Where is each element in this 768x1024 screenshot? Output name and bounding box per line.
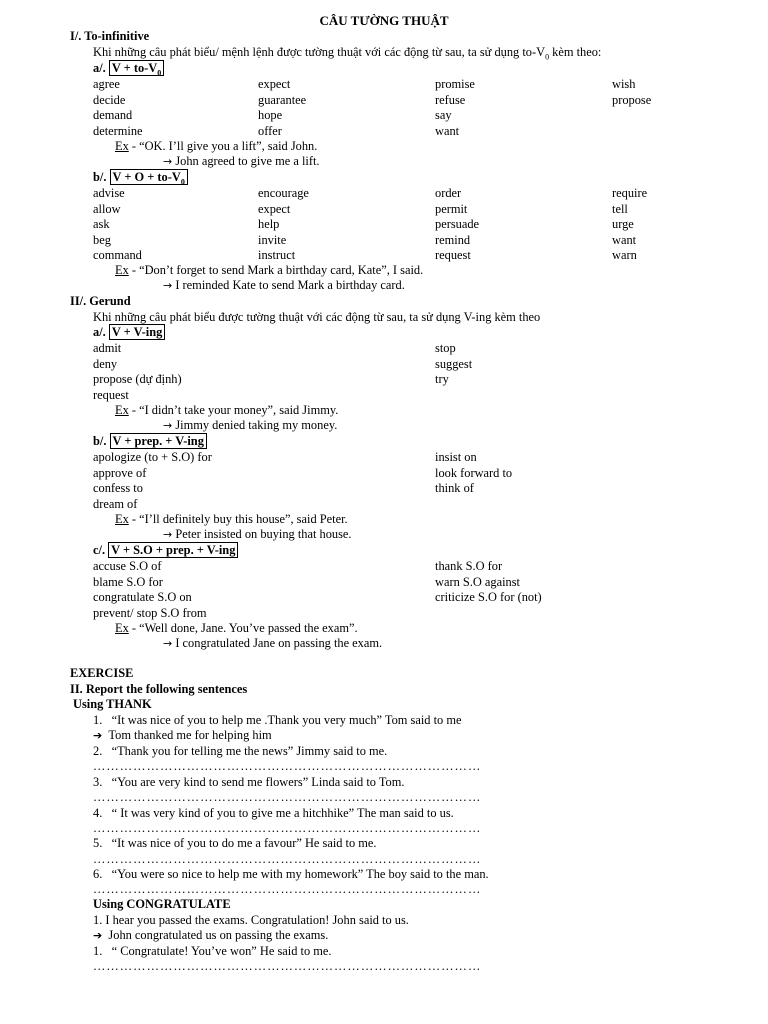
verb-word: criticize S.O for (not) bbox=[435, 590, 542, 604]
verb-word: wish bbox=[612, 77, 636, 91]
verb-word: offer bbox=[258, 123, 282, 138]
word-row bbox=[93, 357, 733, 373]
verb-word: encourage bbox=[258, 186, 309, 200]
verb-word: propose (dự định) bbox=[93, 372, 182, 386]
verb-word: request bbox=[435, 248, 471, 262]
verb-word: permit bbox=[435, 201, 468, 216]
section-2c-heading: c/. V + S.O + prep. + V-ing bbox=[93, 543, 238, 559]
formula-box: $V + to-V_0$ bbox=[109, 60, 164, 76]
congrat-answer: ➔ John congratulated us on passing the exams. bbox=[93, 928, 329, 942]
answer-line[interactable]: …………………………………………………………………………… bbox=[93, 759, 482, 773]
formula-box: V + prep. + V-ing bbox=[110, 433, 207, 449]
verb-word: stop bbox=[435, 341, 456, 355]
verb-word: ask bbox=[93, 217, 110, 231]
verb-word: instruct bbox=[258, 248, 296, 262]
verb-word: deny bbox=[93, 356, 118, 371]
example-1b: Ex - “Don’t forget to send Mark a birthday card, Kate”, I said. bbox=[115, 263, 424, 277]
formula-box: V + S.O + prep. + V-ing bbox=[108, 542, 238, 558]
section-1-intro: Khi những câu phát biểu/ mệnh lệnh được tường thuật với các động từ sau, ta sử dụng $to-V_0$ kèm theo: bbox=[93, 45, 602, 62]
page-title: CÂU TƯỜNG THUẬT bbox=[319, 13, 449, 28]
verb-word: accuse S.O of bbox=[93, 559, 162, 573]
verb-word: command bbox=[93, 248, 142, 262]
word-row bbox=[93, 372, 733, 388]
formula-box: V + V-ing bbox=[109, 324, 165, 340]
arrow-icon: ➔ bbox=[93, 929, 103, 942]
answer-line[interactable]: …………………………………………………………………………… bbox=[93, 821, 482, 835]
verb-word: allow bbox=[93, 201, 121, 216]
answer-1b: → I reminded Kate to send Mark a birthday card. bbox=[163, 278, 405, 292]
answer-2b: → Peter insisted on buying that house. bbox=[163, 527, 352, 541]
verb-word: suggest bbox=[435, 356, 473, 371]
thank-item-4: 4. “ It was very kind of you to give me a hitchhike” The man said to us. bbox=[93, 806, 454, 820]
verb-word: congratulate S.O on bbox=[93, 590, 192, 604]
section-2-heading: II/. Gerund bbox=[70, 294, 131, 308]
verb-word: demand bbox=[93, 108, 133, 122]
verb-word: expect bbox=[258, 201, 291, 216]
section-1a-heading: a/. $V + to-V_0$ bbox=[93, 61, 164, 81]
word-row bbox=[93, 388, 733, 404]
section-2b-heading: b/. V + prep. + V-ing bbox=[93, 434, 207, 450]
word-row bbox=[93, 575, 733, 591]
verb-word: want bbox=[435, 123, 460, 138]
verb-word: agree bbox=[93, 77, 120, 91]
verb-word: apologize (to + S.O) for bbox=[93, 450, 212, 464]
verb-word: decide bbox=[93, 92, 126, 107]
verb-word: request bbox=[93, 387, 129, 402]
verb-word: promise bbox=[435, 77, 475, 91]
section-1b-heading: b/. $V + O + to-V_0$ bbox=[93, 170, 188, 190]
verb-word: say bbox=[435, 108, 452, 122]
verb-word: think of bbox=[435, 481, 474, 495]
word-row bbox=[93, 466, 733, 482]
verb-word: expect bbox=[258, 77, 291, 91]
verb-word: blame S.O for bbox=[93, 574, 163, 589]
verb-word: persuade bbox=[435, 217, 480, 231]
word-row bbox=[93, 606, 733, 622]
thank-item-1: 1. “It was nice of you to help me .Thank you very much” Tom said to me bbox=[93, 713, 462, 727]
formula-box: $V + O + to-V_0$ bbox=[110, 169, 188, 185]
section-2a-heading: a/. V + V-ing bbox=[93, 325, 165, 341]
word-row bbox=[93, 202, 733, 218]
thank-item-5: 5. “It was nice of you to do me a favour” He said to me. bbox=[93, 836, 377, 850]
word-row bbox=[93, 590, 733, 606]
answer-1a: → John agreed to give me a lift. bbox=[163, 154, 320, 168]
thank-answer-1: ➔ Tom thanked me for helping him bbox=[93, 728, 272, 742]
verb-word: help bbox=[258, 217, 280, 231]
verb-word: insist on bbox=[435, 450, 477, 464]
verb-word: require bbox=[612, 186, 648, 200]
section-1-heading: I/. To-infinitive bbox=[70, 29, 150, 43]
congrat-item-1: 1. “ Congratulate! You’ve won” He said to me. bbox=[93, 944, 332, 958]
word-row bbox=[93, 233, 733, 249]
congrat-example: 1. I hear you passed the exams. Congratulation! John said to us. bbox=[93, 913, 409, 927]
verb-word: thank S.O for bbox=[435, 559, 503, 573]
verb-word: propose bbox=[612, 92, 652, 107]
using-congratulate-heading: Using CONGRATULATE bbox=[93, 897, 231, 911]
answer-2a: → Jimmy denied taking my money. bbox=[163, 418, 338, 432]
word-row bbox=[93, 248, 733, 264]
verb-word: beg bbox=[93, 232, 111, 247]
word-row bbox=[93, 124, 733, 140]
verb-word: admit bbox=[93, 341, 122, 355]
verb-word: warn bbox=[612, 248, 637, 262]
section-2-intro: Khi những câu phát biểu được tường thuật với các động từ sau, ta sử dụng V-ing kèm theo bbox=[93, 310, 541, 324]
verb-word: try bbox=[435, 372, 449, 386]
verb-word: guarantee bbox=[258, 92, 307, 107]
thank-item-2: 2. “Thank you for telling me the news” Jimmy said to me. bbox=[93, 744, 388, 758]
answer-line[interactable]: …………………………………………………………………………… bbox=[93, 959, 482, 973]
using-thank-heading: Using THANK bbox=[73, 697, 152, 711]
word-row bbox=[93, 481, 733, 497]
answer-line[interactable]: …………………………………………………………………………… bbox=[93, 852, 482, 866]
verb-word: advise bbox=[93, 186, 125, 200]
verb-word: warn S.O against bbox=[435, 574, 520, 589]
word-row bbox=[93, 450, 733, 466]
thank-item-6: 6. “You were so nice to help me with my homework” The boy said to the man. bbox=[93, 867, 489, 881]
thank-item-3: 3. “You are very kind to send me flowers” Linda said to Tom. bbox=[93, 775, 405, 789]
word-row bbox=[93, 93, 733, 109]
word-row bbox=[93, 77, 733, 93]
verb-word: prevent/ stop S.O from bbox=[93, 605, 207, 620]
word-row bbox=[93, 186, 733, 202]
verb-word: urge bbox=[612, 217, 634, 231]
verb-word: dream of bbox=[93, 496, 138, 511]
example-2b: Ex - “I’ll definitely buy this house”, said Peter. bbox=[115, 512, 348, 526]
exercise-subheading: II. Report the following sentences bbox=[70, 682, 248, 696]
example-2c: Ex - “Well done, Jane. You’ve passed the exam”. bbox=[115, 621, 358, 635]
example-2a: Ex - “I didn’t take your money”, said Jimmy. bbox=[115, 403, 339, 417]
verb-word: want bbox=[612, 232, 637, 247]
word-row bbox=[93, 341, 733, 357]
verb-word: refuse bbox=[435, 92, 466, 107]
verb-word: confess to bbox=[93, 481, 143, 495]
verb-word: determine bbox=[93, 123, 143, 138]
verb-word: tell bbox=[612, 201, 628, 216]
word-row bbox=[93, 497, 733, 513]
exercise-heading: EXERCISE bbox=[70, 666, 134, 680]
answer-2c: → I congratulated Jane on passing the exam. bbox=[163, 636, 383, 650]
arrow-icon: ➔ bbox=[93, 729, 103, 742]
verb-word: look forward to bbox=[435, 465, 513, 480]
word-row bbox=[93, 559, 733, 575]
verb-word: hope bbox=[258, 108, 283, 122]
verb-word: order bbox=[435, 186, 462, 200]
example-1a: Ex - “OK. I’ll give you a lift”, said John. bbox=[115, 139, 318, 153]
answer-line[interactable]: …………………………………………………………………………… bbox=[93, 790, 482, 804]
word-row bbox=[93, 108, 733, 124]
verb-word: remind bbox=[435, 232, 471, 247]
verb-word: approve of bbox=[93, 465, 147, 480]
word-row bbox=[93, 217, 733, 233]
answer-line[interactable]: …………………………………………………………………………… bbox=[93, 882, 482, 896]
verb-word: invite bbox=[258, 232, 287, 247]
